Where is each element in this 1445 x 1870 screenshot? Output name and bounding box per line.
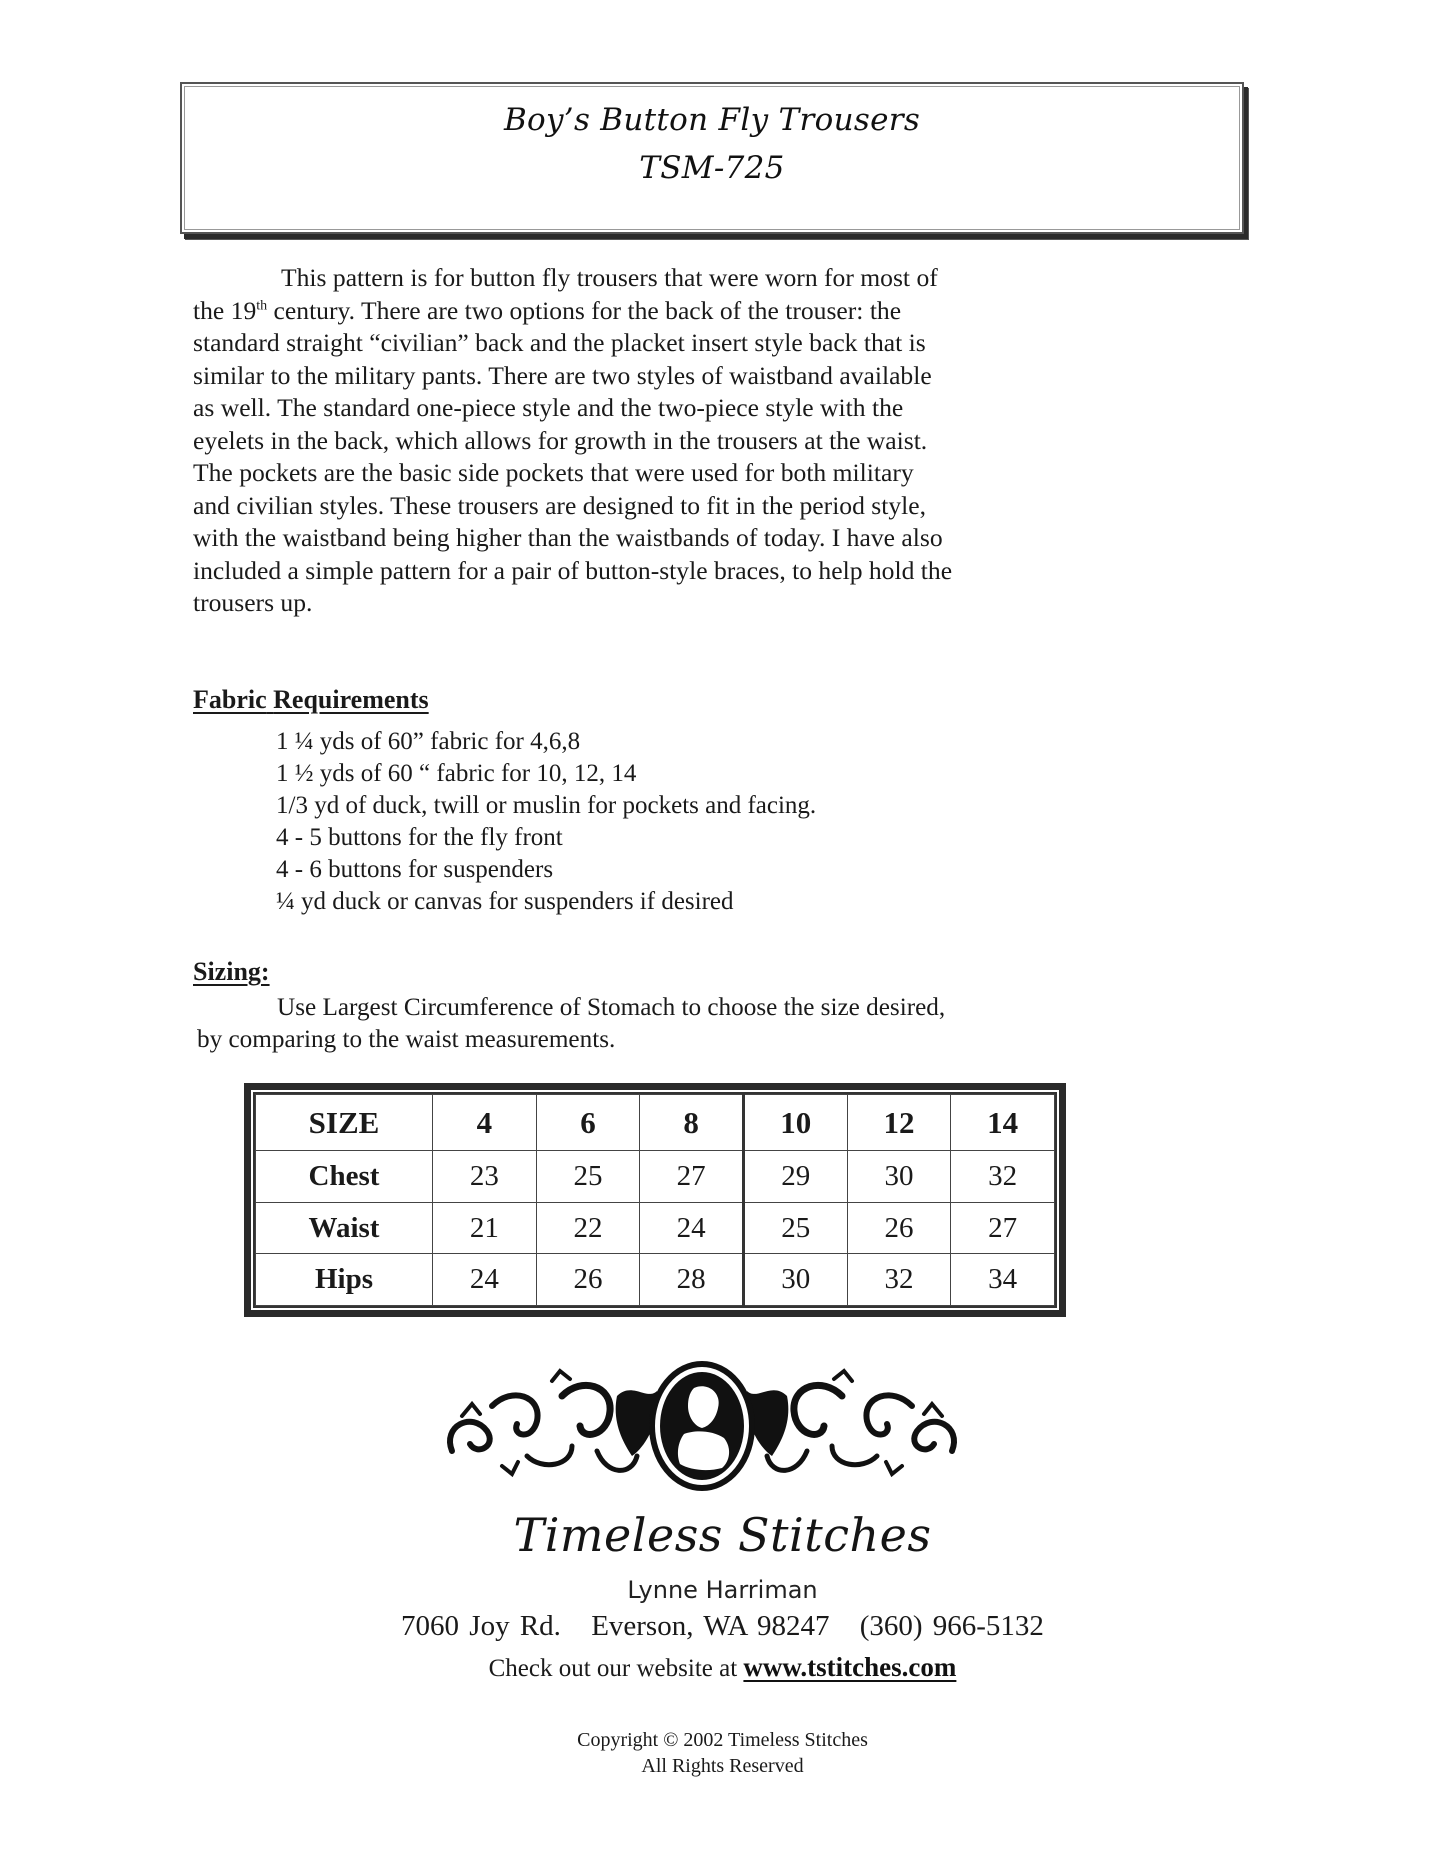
table-row-chest bbox=[256, 1151, 1055, 1203]
size-chart-table bbox=[255, 1094, 1055, 1306]
table-cell: 24 bbox=[640, 1202, 744, 1254]
size-header-cell: 14 bbox=[951, 1095, 1055, 1151]
owner-name: Lynne Harriman bbox=[627, 1576, 818, 1604]
size-header-row bbox=[256, 1095, 1055, 1151]
table-cell: 27 bbox=[951, 1202, 1055, 1254]
size-header-cell: 12 bbox=[847, 1095, 951, 1151]
website-line bbox=[0, 1652, 1445, 1683]
brand-name: Timeless Stitches bbox=[513, 1508, 932, 1562]
sizing-heading: Sizing: bbox=[193, 957, 270, 986]
row-label: Waist bbox=[256, 1202, 433, 1254]
table-cell: 23 bbox=[433, 1151, 537, 1203]
table-cell: 32 bbox=[847, 1254, 951, 1306]
fabric-item: 1/3 yd of duck, twill or muslin for pockets and facing. bbox=[276, 792, 817, 819]
contact-address bbox=[0, 1610, 1445, 1643]
fabric-item: 1 ½ yds of 60 “ fabric for 10, 12, 14 bbox=[276, 760, 637, 787]
size-header-label: SIZE bbox=[256, 1095, 433, 1151]
table-cell: 26 bbox=[536, 1254, 640, 1306]
size-header-cell: 6 bbox=[536, 1095, 640, 1151]
pattern-title: Boy’s Button Fly Trousers bbox=[503, 102, 921, 138]
size-chart-frame bbox=[244, 1083, 1066, 1317]
table-row-hips bbox=[256, 1254, 1055, 1306]
sizing-line-1: Use Largest Circumference of Stomach to choose the size desired, bbox=[277, 994, 946, 1021]
intro-superscript: th bbox=[256, 297, 268, 313]
street-address: 7060 Joy Rd. bbox=[401, 1610, 561, 1642]
table-cell: 34 bbox=[951, 1254, 1055, 1306]
fabric-item: ¼ yd duck or canvas for suspenders if desired bbox=[276, 888, 734, 915]
sizing-instructions bbox=[197, 992, 1077, 1056]
copyright-notice: Copyright © 2002 Timeless Stitches bbox=[577, 1729, 868, 1751]
website-prefix: Check out our website at bbox=[488, 1655, 738, 1682]
table-cell: 29 bbox=[743, 1151, 847, 1203]
intro-paragraph bbox=[193, 262, 953, 620]
table-row-waist bbox=[256, 1202, 1055, 1254]
title-box bbox=[180, 82, 1244, 234]
fabric-item: 1 ¼ yds of 60” fabric for 4,6,8 bbox=[276, 728, 581, 755]
table-cell: 28 bbox=[640, 1254, 744, 1306]
fabric-requirements-heading bbox=[193, 685, 429, 715]
pattern-number: TSM-725 bbox=[639, 150, 785, 186]
table-cell: 21 bbox=[433, 1202, 537, 1254]
fabric-requirements-list bbox=[276, 726, 816, 918]
table-cell: 30 bbox=[743, 1254, 847, 1306]
row-label: Chest bbox=[256, 1151, 433, 1203]
size-header-cell: 10 bbox=[743, 1095, 847, 1151]
table-cell: 30 bbox=[847, 1151, 951, 1203]
table-cell: 27 bbox=[640, 1151, 744, 1203]
city-state-zip: Everson, WA 98247 bbox=[591, 1610, 830, 1642]
size-header-cell: 4 bbox=[433, 1095, 537, 1151]
row-label: Hips bbox=[256, 1254, 433, 1306]
table-cell: 25 bbox=[743, 1202, 847, 1254]
table-cell: 26 bbox=[847, 1202, 951, 1254]
fabric-heading-word1: Fabric bbox=[193, 685, 267, 714]
table-cell: 25 bbox=[536, 1151, 640, 1203]
cameo-scroll-ornament-icon bbox=[432, 1356, 972, 1496]
sizing-line-2: by comparing to the waist measurements. bbox=[197, 1026, 616, 1053]
copyright-block bbox=[0, 1727, 1445, 1779]
intro-text-rest: century. There are two options for the back of the trouser: the standard straight “civilian” back and the placket insert style back that is similar to the military pants. There are two styles of waistband available as well. The standard one-piece style and the two-piece style with the eyelets in the back, which allows for growth in the trousers at the waist. The pockets are the basic side pockets that were used for both military and civilian styles. These trousers are designed to fit in the period style, with the waistband being higher than the waistbands of today. I have also included a simple pattern for a pair of button-style braces, to help hold the trousers up. bbox=[193, 295, 953, 617]
table-cell: 32 bbox=[951, 1151, 1055, 1203]
rights-reserved: All Rights Reserved bbox=[641, 1755, 804, 1777]
table-cell: 24 bbox=[433, 1254, 537, 1306]
fabric-item: 4 - 6 buttons for suspenders bbox=[276, 856, 554, 883]
intro-text-start: This pattern is for button fly trousers that were worn for most of the 19 bbox=[193, 263, 938, 325]
fabric-item: 4 - 5 buttons for the fly front bbox=[276, 824, 563, 851]
website-link[interactable]: www.tstitches.com bbox=[743, 1652, 957, 1682]
table-cell: 22 bbox=[536, 1202, 640, 1254]
phone-number: (360) 966-5132 bbox=[859, 1610, 1044, 1642]
fabric-heading-word2: Requirements bbox=[273, 685, 429, 714]
size-header-cell: 8 bbox=[640, 1095, 744, 1151]
